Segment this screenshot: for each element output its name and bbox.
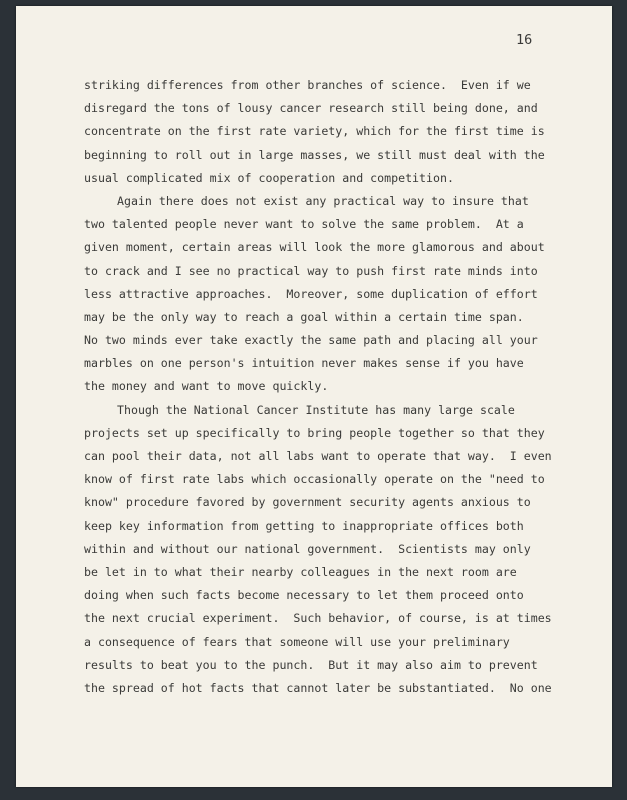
text-line: the spread of hot facts that cannot later be substantiated. No one — [84, 680, 552, 695]
text-line: concentrate on the first rate variety, which for the first time is — [84, 124, 545, 139]
paragraph-2 — [84, 190, 604, 399]
text-line: projects set up specifically to bring people together so that they — [84, 425, 545, 440]
text-line: Again there does not exist any practical way to insure that — [117, 193, 529, 208]
paragraph-1 — [84, 74, 604, 190]
document-body — [84, 74, 604, 700]
page-number: 16 — [516, 32, 533, 48]
text-line: can pool their data, not all labs want to operate that way. I even — [84, 449, 552, 463]
paragraph-3 — [84, 399, 604, 700]
text-line: less attractive approaches. Moreover, some duplication of effort — [84, 286, 538, 301]
text-line: may be the only way to reach a goal within a certain time span. — [84, 309, 524, 324]
text-line: doing when such facts become necessary to let them proceed onto — [84, 588, 524, 603]
text-line: given moment, certain areas will look the more glamorous and about — [84, 240, 545, 255]
text-line: Though the National Cancer Institute has many large scale — [117, 402, 515, 417]
text-line: keep key information from getting to inappropriate offices both — [84, 518, 524, 533]
text-line: to crack and I see no practical way to push first rate minds into — [84, 263, 538, 278]
text-line: results to beat you to the punch. But it may also aim to prevent — [84, 657, 538, 672]
text-line: be let in to what their nearby colleagues in the next room are — [84, 564, 517, 579]
text-line: usual complicated mix of cooperation and competition. — [84, 170, 454, 185]
text-line: the next crucial experiment. Such behavior, of course, is at times — [84, 611, 552, 626]
text-line: marbles on one person's intuition never makes sense if you have — [84, 356, 524, 371]
text-line: disregard the tons of lousy cancer research still being done, and — [84, 101, 538, 116]
text-line: striking differences from other branches of science. Even if we — [84, 78, 531, 92]
text-line: within and without our national government. Scientists may only — [84, 541, 531, 556]
text-line: a consequence of fears that someone will use your preliminary — [84, 634, 510, 649]
text-line: two talented people never want to solve the same problem. At a — [84, 217, 524, 232]
text-line: the money and want to move quickly. — [84, 379, 329, 394]
text-line: know of first rate labs which occasionally operate on the "need to — [84, 472, 545, 487]
document-page — [16, 6, 612, 787]
text-line: No two minds ever take exactly the same path and placing all your — [84, 333, 538, 348]
text-line: beginning to roll out in large masses, we still must deal with the — [84, 147, 545, 162]
text-line: know" procedure favored by government security agents anxious to — [84, 495, 531, 510]
